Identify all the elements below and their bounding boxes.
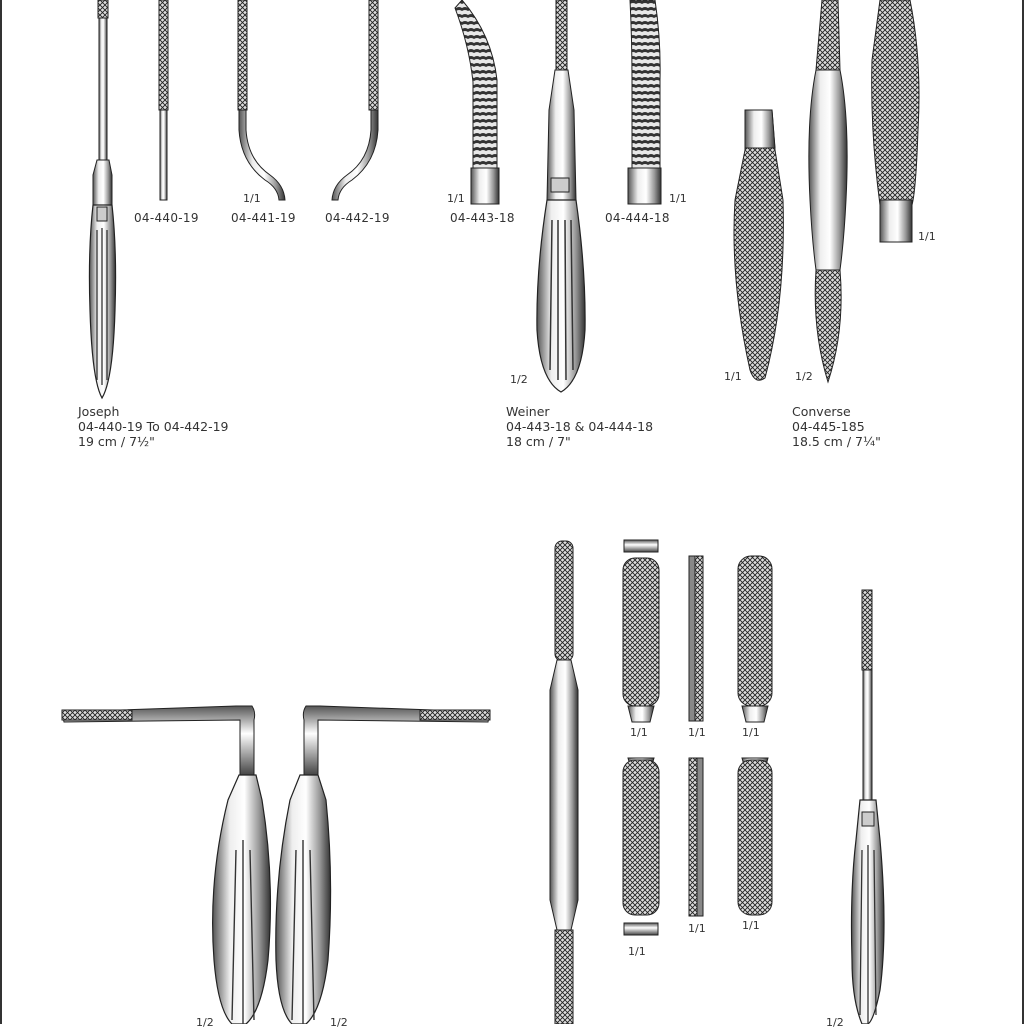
scale-label: 1/1 — [724, 370, 742, 383]
scale-label: 1/1 — [628, 945, 646, 958]
double-ended-file — [550, 541, 578, 1024]
caption-code: 04-443-18 & 04-444-18 — [506, 419, 654, 434]
scale-label: 1/2 — [196, 1016, 214, 1029]
file-tip-edge-1 — [689, 556, 703, 721]
weiner-rasp-full — [537, 0, 585, 392]
scale-label: 1/2 — [510, 373, 528, 386]
scale-label: 1/2 — [826, 1016, 844, 1029]
joseph-tip-curved-right — [332, 0, 378, 200]
caption-code: 04-445-185 — [792, 419, 865, 434]
scale-label: 1/1 — [243, 192, 261, 205]
code-label: 04-442-19 — [325, 211, 390, 225]
code-label: 04-443-18 — [450, 211, 515, 225]
scale-label: 1/1 — [688, 922, 706, 935]
caption-size: 19 cm / 7½" — [78, 434, 155, 449]
scale-label: 1/1 — [630, 726, 648, 739]
caption-title: Converse — [792, 404, 851, 419]
joseph-rasp-full — [89, 0, 115, 398]
file-tip-round-2 — [738, 758, 772, 915]
file-tip-round-1 — [738, 556, 772, 722]
file-tip-flat-2 — [623, 758, 659, 935]
weiner-tip-right — [628, 0, 661, 204]
scale-label: 1/1 — [447, 192, 465, 205]
caption-weiner — [506, 404, 653, 449]
converse-tip-left — [734, 110, 783, 380]
code-label: 04-440-19 — [134, 211, 199, 225]
scale-label: 1/1 — [688, 726, 706, 739]
scale-label: 1/2 — [795, 370, 813, 383]
joseph-tip-straight — [159, 0, 168, 200]
file-tip-edge-2 — [689, 758, 703, 916]
converse-tip-right — [872, 0, 919, 242]
scale-label: 1/1 — [918, 230, 936, 243]
angled-rasp-left — [62, 706, 270, 1024]
weiner-tip-left — [455, 0, 499, 204]
caption-converse — [792, 404, 881, 449]
scale-label: 1/1 — [742, 726, 760, 739]
joseph-tip-curved-left — [238, 0, 285, 200]
caption-code: 04-440-19 To 04-442-19 — [78, 419, 229, 434]
code-label: 04-441-19 — [231, 211, 296, 225]
scale-label: 1/1 — [742, 919, 760, 932]
caption-title: Weiner — [506, 404, 550, 419]
code-label: 04-444-18 — [605, 211, 670, 225]
converse-rasp-full — [809, 0, 847, 382]
scale-label: 1/1 — [669, 192, 687, 205]
scale-label: 1/2 — [330, 1016, 348, 1029]
caption-size: 18 cm / 7" — [506, 434, 571, 449]
file-tip-flat-1 — [623, 540, 659, 722]
caption-title: Joseph — [78, 404, 120, 419]
caption-size: 18.5 cm / 7¼" — [792, 434, 881, 449]
caption-joseph — [78, 404, 229, 449]
nasal-rasp-bottom-right — [852, 590, 885, 1024]
angled-rasp-right — [276, 706, 490, 1024]
